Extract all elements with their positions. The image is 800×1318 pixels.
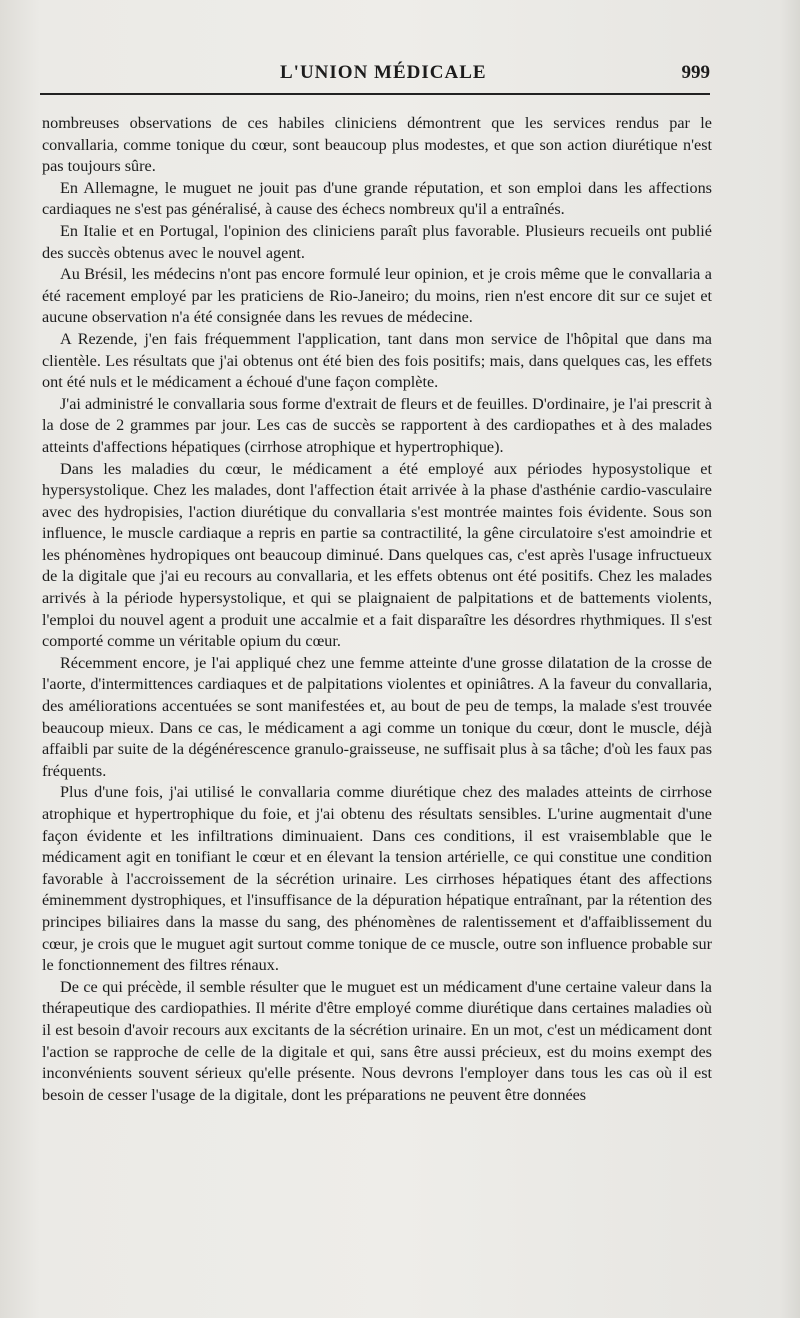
page-number: 999	[681, 62, 710, 83]
paragraph: nombreuses observations de ces habiles cliniciens démontrent que les services rendus par le convallaria, comme tonique du cœur, sont beaucoup plus modestes, et que son action diurétique n'est pas toujours sûre.	[42, 114, 712, 176]
page-header	[40, 60, 710, 90]
header-rule	[40, 93, 710, 95]
paragraph: Récemment encore, je l'ai appliqué chez une femme atteinte d'une grosse dilatation de la crosse de l'aorte, d'intermittences cardiaques et de palpitations violentes et opiniâtres. A la faveur du convallaria, des améliorations accentuées se sont manifestées et, au bout de peu de temps, la malade s'est trouvée beaucoup mieux. Dans ce cas, le médicament a agi comme un tonique du cœur, dont le muscle, déjà affaibli par suite de la dégénérescence granulo-graisseuse, ne suffisait plus à sa tâche; d'où les faux pas fréquents.	[42, 653, 712, 780]
paragraph: En Allemagne, le muguet ne jouit pas d'une grande réputation, et son emploi dans les affections cardiaques ne s'est pas généralisé, à cause des échecs nombreux qu'il a entraînés.	[42, 178, 712, 219]
paragraph: En Italie et en Portugal, l'opinion des cliniciens paraît plus favorable. Plusieurs recueils ont publié des succès obtenus avec le nouvel agent.	[42, 221, 712, 262]
paragraph: A Rezende, j'en fais fréquemment l'application, tant dans mon service de l'hôpital que dans ma clientèle. Les résultats que j'ai obtenus ont été bien des fois positifs; mais, dans quelques cas, les effets ont été nuls et le médicament a échoué d'une façon complète.	[42, 329, 712, 392]
paragraph: De ce qui précède, il semble résulter que le muguet est un médicament d'une certaine valeur dans la thérapeutique des cardiopathies. Il mérite d'être employé comme diurétique dans certaines maladies où il est besoin d'avoir recours aux excitants de la sécrétion urinaire. En un mot, c'est un médicament dont l'action se rapproche de celle de la digitale et qui, sans être aussi précieux, est du moins exempt des inconvénients souvent sérieux qu'elle présente. Nous devrons l'employer dans tous les cas où il est besoin de cesser l'usage de la digitale, dont les préparations ne peuvent être données	[42, 977, 712, 1104]
paragraph: Plus d'une fois, j'ai utilisé le convallaria comme diurétique chez des malades atteints de cirrhose atrophique et hypertrophique du foie, et j'ai obtenu des résultats sensibles. L'urine augmentait d'une façon évidente et les infiltrations diminuaient. Dans ces conditions, il est vraisemblable que le médicament agit en tonifiant le cœur et en élevant la tension artérielle, ce qui constitue une condition favorable à l'accroissement de la sécrétion urinaire. Les cirrhoses hépatiques étant des affections éminemment dystrophiques, et l'insuffisance de la dépuration hépatique entraînant, par la rétention des principes biliaires dans la masse du sang, des phénomènes de ralentissement et d'affaiblissement du cœur, je crois que le muguet agit surtout comme tonique de ce muscle, outre son influence probable sur le fonctionnement des filtres rénaux.	[42, 783, 712, 975]
body-text	[42, 113, 712, 1106]
paragraph: Au Brésil, les médecins n'ont pas encore formulé leur opinion, et je crois même que le convallaria a été racement employé par les praticiens de Rio-Janeiro; du moins, rien n'est encore dit sur ce sujet et aucune observation n'a été consignée dans les revues de médecine.	[42, 265, 712, 327]
paragraph: Dans les maladies du cœur, le médicament a été employé aux périodes hyposystolique et hypersystolique. Chez les malades, dont l'affection était arrivée à la phase d'asthénie cardio-vasculaire avec des hydropisies, l'action diurétique du convallaria s'est montrée maintes fois évidente. Sous son influence, le muscle cardiaque a repris en partie sa contractilité, la gêne circulatoire s'est amoindrie et les phénomènes hydropiques ont beaucoup diminué. Dans quelques cas, c'est après l'usage infructueux de la digitale que j'ai eu recours au convallaria, et les effets obtenus ont été positifs. Chez les malades arrivés à la période hypersystolique, et qui se plaignaient de palpitations et de battements violents, l'emploi du nouvel agent a produit une accalmie et a fait disparaître les désordres rhythmiques. Il s'est comporté comme un véritable opium du cœur.	[42, 459, 712, 651]
running-title: L'UNION MÉDICALE	[280, 62, 487, 83]
paragraph: J'ai administré le convallaria sous forme d'extrait de fleurs et de feuilles. D'ordinaire, je l'ai prescrit à la dose de 2 grammes par jour. Les cas de succès se rapportent à des cardiopathes et à des malades atteints d'affections hépatiques (cirrhose atrophique et hypertrophique).	[42, 394, 712, 456]
